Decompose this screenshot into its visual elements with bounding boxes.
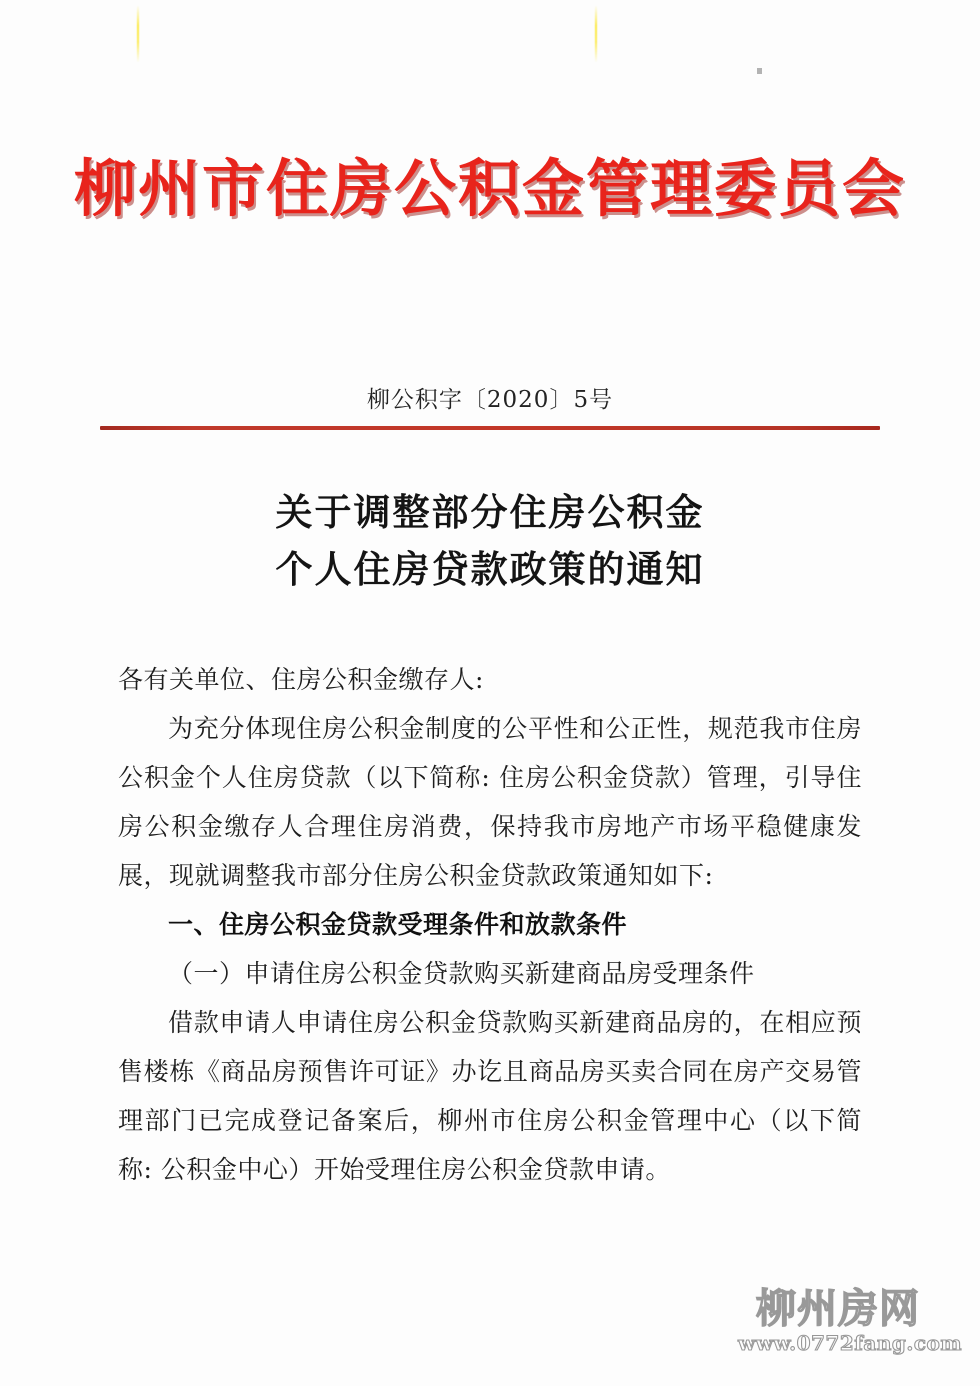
document-title-line-1: 关于调整部分住房公积金 [275,490,705,534]
scan-artifact-streak-right [595,6,597,62]
body-paragraph-2: 借款申请人申请住房公积金贷款购买新建商品房的，在相应预售楼栋《商品房预售许可证》办讫且商品房买卖合同在房产交易管理部门已完成登记备案后，柳州市住房公积金管理中心（以下简称: 公积金中心）开始受理住房公积金贷款申请。 [118,1008,862,1184]
document-title-line-2: 个人住房贷款政策的通知 [275,547,705,591]
body-salutation: 各有关单位、住房公积金缴存人: [118,665,484,694]
scan-artifact-speck [757,68,762,74]
section-heading-2: （一）申请住房公积金贷款购买新建商品房受理条件 [168,959,755,988]
watermark-logo-text: 柳州房网 [756,1286,920,1332]
masthead-organization: 柳州市住房公积金管理委员会 [73,152,906,225]
document-body [118,655,862,1194]
watermark-url-text: www.0772fang.com [738,1331,962,1355]
body-paragraph-1: 为充分体现住房公积金制度的公平性和公正性，规范我市住房公积金个人住房贷款（以下简称: 住房公积金贷款）管理，引导住房公积金缴存人合理住房消费，保持我市房地产市场平稳健康发展，现就调整我市部分住房公积金贷款政策通知如下: [118,714,862,890]
document-number: 柳公积字〔2020〕5号 [366,387,614,413]
document-title [0,484,980,598]
red-separator-rule [100,426,880,430]
site-watermark [738,1286,962,1355]
section-heading-1: 一、住房公积金贷款受理条件和放款条件 [168,910,628,939]
scan-artifact-streak-left [137,6,139,62]
